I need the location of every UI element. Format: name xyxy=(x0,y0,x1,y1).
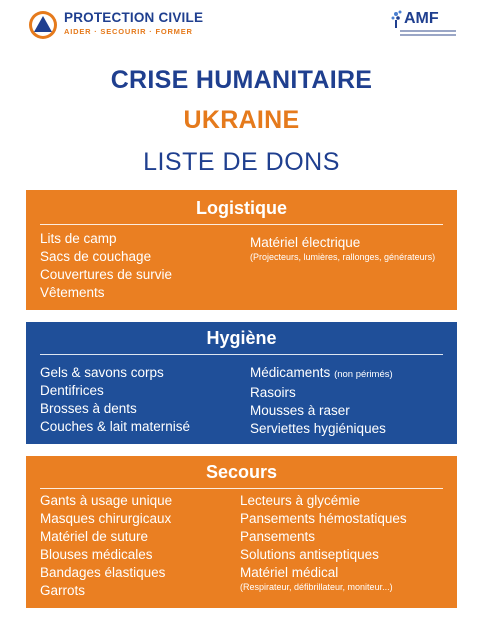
secours-right-list xyxy=(240,492,450,593)
list-item: Pansements hémostatiques xyxy=(240,511,407,526)
list-item-note: (Projecteurs, lumières, rallonges, générateurs) xyxy=(250,252,436,262)
hygiene-left-list xyxy=(40,364,190,436)
list-item: Matériel de suture xyxy=(40,529,149,544)
list-item: Garrots xyxy=(40,583,86,598)
section-logistique xyxy=(26,190,457,310)
amf-logo-text: AMF xyxy=(404,10,439,27)
list-item: Lits de camp xyxy=(40,231,117,246)
list-item: Matériel électrique xyxy=(250,235,361,250)
org-name: PROTECTION CIVILE xyxy=(64,10,204,25)
org-tagline: AIDER · SECOURIR · FORMER xyxy=(64,27,193,36)
list-item: Blouses médicales xyxy=(40,547,153,562)
divider xyxy=(40,488,443,489)
section-secours xyxy=(26,456,457,608)
divider xyxy=(40,224,443,225)
list-item-text: Médicaments xyxy=(250,365,331,380)
list-item: Solutions antiseptiques xyxy=(240,547,379,562)
org-block xyxy=(64,10,203,36)
list-item: Couches & lait maternisé xyxy=(40,419,191,434)
hygiene-right-list xyxy=(250,364,450,438)
list-item: Matériel médical xyxy=(240,565,339,580)
title-country: UKRAINE xyxy=(183,106,300,134)
logistique-right-list xyxy=(250,234,440,263)
section-title: Secours xyxy=(205,462,278,482)
list-item: Dentifrices xyxy=(40,383,104,398)
list-item xyxy=(250,364,450,384)
amf-subtext-lines xyxy=(400,30,456,38)
section-hygiene xyxy=(26,322,457,444)
list-item: Serviettes hygiéniques xyxy=(250,421,386,436)
list-item: Couvertures de survie xyxy=(40,267,173,282)
section-title: Hygiène xyxy=(206,328,277,348)
protection-civile-logo-icon xyxy=(28,10,58,40)
logistique-left-list xyxy=(40,230,172,302)
list-item: Gants à usage unique xyxy=(40,493,173,508)
list-item: Brosses à dents xyxy=(40,401,137,416)
list-item: Mousses à raser xyxy=(250,403,350,418)
divider xyxy=(40,354,443,355)
section-title: Logistique xyxy=(196,198,287,218)
list-item: Masques chirurgicaux xyxy=(40,511,172,526)
list-item: Pansements xyxy=(240,529,316,544)
list-item-note: (Respirateur, défibrillateur, moniteur...) xyxy=(240,582,393,592)
title-list: LISTE DE DONS xyxy=(143,148,340,176)
list-item: Sacs de couchage xyxy=(40,249,152,264)
list-item: Bandages élastiques xyxy=(40,565,166,580)
list-item: Vêtements xyxy=(40,285,105,300)
list-item: Rasoirs xyxy=(250,385,296,400)
list-item-note: (non périmés) xyxy=(334,369,393,380)
list-item: Gels & savons corps xyxy=(40,365,164,380)
title-crisis: CRISE HUMANITAIRE xyxy=(110,66,373,94)
header xyxy=(0,0,483,55)
secours-left-list xyxy=(40,492,172,600)
list-item: Lecteurs à glycémie xyxy=(240,493,361,508)
